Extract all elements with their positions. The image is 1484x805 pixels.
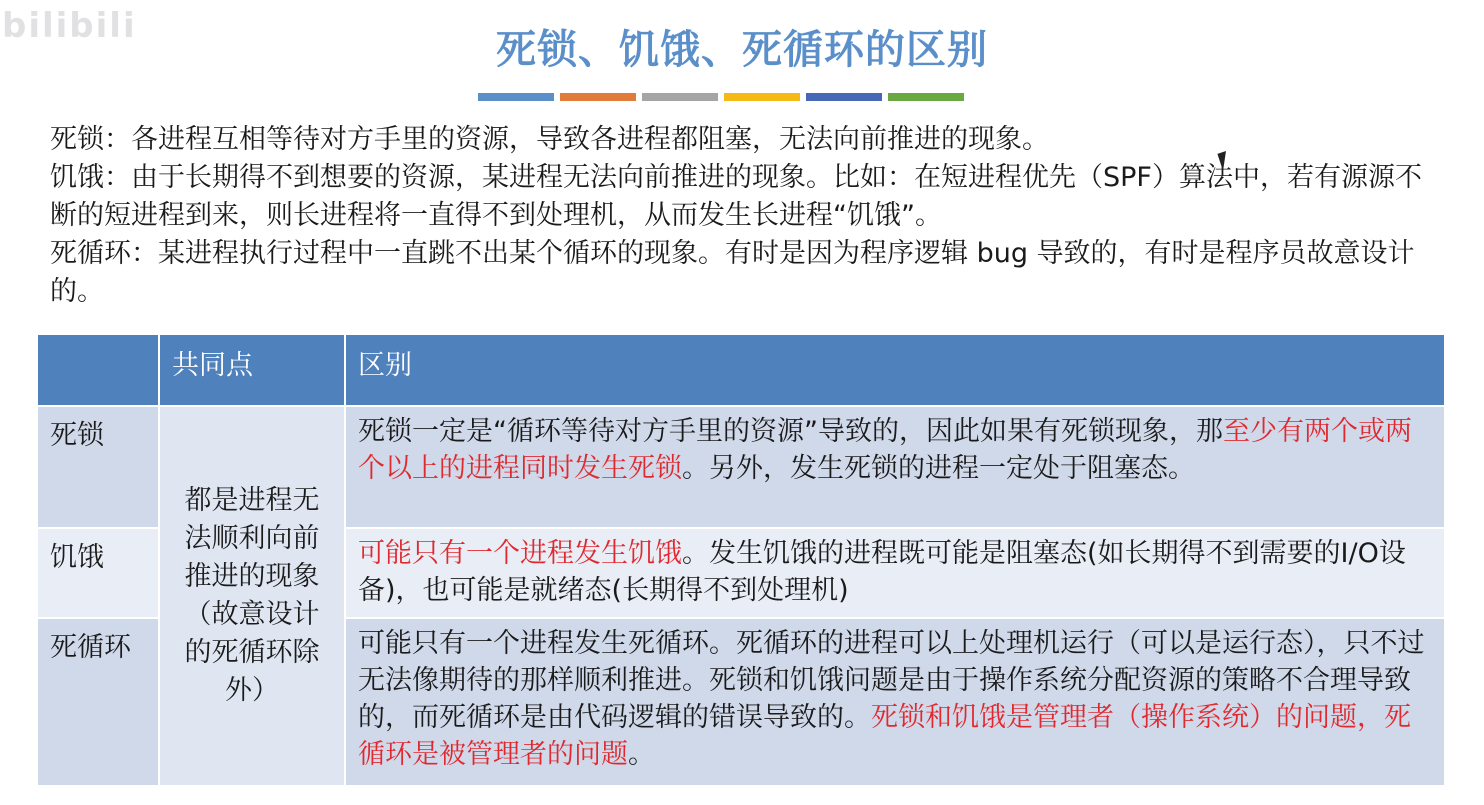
- difference-deadlock: [345, 406, 1445, 528]
- header-cell-difference: 区别: [345, 334, 1445, 406]
- difference-starvation: [345, 528, 1445, 618]
- row-label-starvation: 饥饿: [37, 528, 159, 618]
- title-rule-segment: [560, 93, 636, 101]
- title-rule-segment: [888, 93, 964, 101]
- difference-text: 。发生饥饿的进程既可能是阻塞态(如长期得不到需要的I/O设备)，也可能是就绪态(长期得不到处理机): [358, 538, 1406, 606]
- difference-text: 可能只有一个进程发生死循环。死循环的进程可以上处理机运行（可以是运行态），只不过无法像期待的那样顺利推进。死锁和饥饿问题是由于操作系统分配资源的策略不合理导致的，而死循环是由代码逻辑的错误导致的。: [358, 628, 1425, 733]
- bilibili-watermark-logo: bilibili: [2, 6, 137, 46]
- row-label-infinite-loop: 死循环: [37, 618, 159, 786]
- definitions-block: [50, 121, 1440, 311]
- highlighted-text: 可能只有一个进程发生饥饿: [358, 538, 682, 569]
- title-rule-segment: [724, 93, 800, 101]
- title-rule-segment: [642, 93, 718, 101]
- header-cell-common: 共同点: [159, 334, 345, 406]
- highlighted-text: 至少有两个或两个以上的进程同时发生死锁: [358, 416, 1412, 484]
- slide-title: 死锁、饥饿、死循环的区别: [496, 27, 988, 73]
- title-rule-segment: [478, 93, 554, 101]
- difference-infinite-loop: [345, 618, 1445, 786]
- difference-text: 。另外，发生死锁的进程一定处于阻塞态。: [682, 453, 1195, 484]
- definition-infinite-loop: 死循环：某进程执行过程中一直跳不出某个循环的现象。有时是因为程序逻辑 bug 导致的，有时是程序员故意设计的。: [50, 238, 1415, 307]
- difference-text: 死锁一定是“循环等待对方手里的资源”导致的，因此如果有死锁现象，那: [358, 416, 1223, 447]
- header-cell-blank: [37, 334, 159, 406]
- table-header-row: [37, 334, 1445, 406]
- title-rule-segment: [806, 93, 882, 101]
- comparison-table: [36, 333, 1446, 787]
- row-label-deadlock: 死锁: [37, 406, 159, 528]
- common-point-cell: 都是进程无法顺利向前推进的现象（故意设计的死循环除外）: [159, 406, 345, 786]
- table-row: [37, 406, 1445, 528]
- difference-text: 。: [628, 739, 655, 770]
- definition-deadlock: 死锁：各进程互相等待对方手里的资源，导致各进程都阻塞，无法向前推进的现象。: [50, 124, 1049, 155]
- highlighted-text: 死锁和饥饿是管理者（操作系统）的问题，死循环是被管理者的问题: [358, 702, 1411, 770]
- title-color-rule: [478, 93, 964, 101]
- definition-starvation: 饥饿：由于长期得不到想要的资源，某进程无法向前推进的现象。比如：在短进程优先（SPF）算法中，若有源源不断的短进程到来，则长进程将一直得不到处理机，从而发生长进程“饥饿”。: [50, 162, 1422, 231]
